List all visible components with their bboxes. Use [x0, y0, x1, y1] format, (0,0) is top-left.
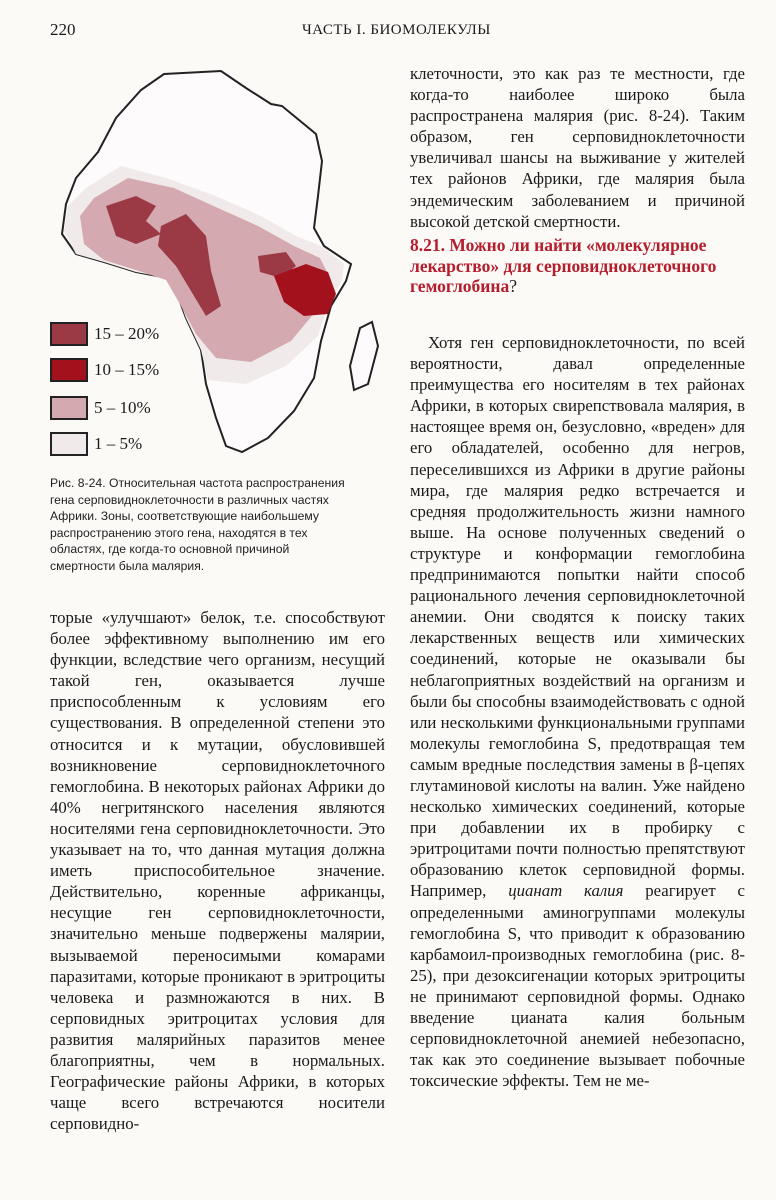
left-paragraph: торые «улучшают» белок, т.е. способствуют более эффективному выполнению им его функции, вследствие чего организм, несущий такой ген, оказывается лучше приспособленным к условиям его существования. В определенной степени это относится и к мутации, обусловившей возникновение серповидноклеточного гемоглобина. В некоторых районах Африки до 40% негритянского населения являются носителями гена серповидноклеточности. Это указывает на то, что данная мутация должна иметь приспособительное значение. Действительно, коренные африканцы, несущие ген серповидноклеточности, значительно меньше подвержены малярии, вызываемой переносимыми комарами паразитами, которые проникают в эритроциты человека и размножаются в них. В серповидных эритроцитах условия для развития малярийных паразитов менее благоприятны, чем в нормальных. Географические районы Африки, в которых чаще всего встречаются носители серповидно- — [50, 608, 385, 1134]
legend-label: 10 – 15% — [94, 360, 160, 379]
body-text-part1: Хотя ген серповидноклеточности, по всей вероятности, давал определенные преимущества его носителям в тех районах Африки, в которых свирепствовала малярия, в настоящее время он, безусловно, «вреден» для его обладателей, особенно для негров, переселившихся из Африки в другие районы мира, где малярия редко встречается и средняя продолжительность жизни намного выше. На основе полученных сведений о структуре и конформации гемоглобина предпринимаются попытки найти способ рационального лечения серповидноклеточной анемии. Они сводятся к поиску таких лекарственных веществ или химических соединений, которые не оказывали бы неблагоприятных воздействий на организм и были бы способны взаимодействовать с одной или несколькими функциональными группами молекулы гемоглобина S, предотвращая тем самым вредные последствия замены в β-цепях глутаминовой кислоты на валин. Уже найдено несколько химических соединений, которые при добавлении их в пробирку с эритроцитами почти полностью препятствуют образованию клеток серповидной формы. Например, — [410, 333, 745, 901]
section-heading — [410, 235, 745, 297]
figure-caption: Рис. 8-24. Относительная частота распространения гена серповидноклеточности в различных частях Африки. Зоны, соответствующие наибольшему распространению этого гена, находятся в тех областях, где когда-то основной причиной смертности была малярия. — [50, 476, 345, 573]
right-top-paragraph: клеточности, это как раз те местности, где когда-то наиболее широко была распространена малярия (рис. 8-24). Таким образом, ген серповидноклеточности увеличивал шансы на выживание у жителей тех районов Африки, где малярия была эндемическим заболеванием и причиной высокой детской смертности. — [410, 64, 745, 231]
right-body-paragraph — [410, 332, 745, 1091]
body-text-part2: реагирует с определенными аминогруппами молекулы гемоглобина S, что приводит к образованию карбамоил-производных гемоглобина (рис. 8-25), при дезоксигенации которых эритроциты не принимают серповидной формы. Однако введение цианата калия больным серповидноклеточной анемией небезопасно, так как это соединение вызывает побочные токсические эффекты. Тем не ме- — [410, 881, 745, 1091]
body-italic-term: цианат калия — [508, 881, 624, 901]
legend-label: 15 – 20% — [94, 324, 160, 343]
legend-swatch — [50, 396, 88, 420]
madagascar — [350, 322, 378, 390]
legend-item — [50, 396, 190, 422]
right-column-top — [410, 63, 745, 232]
section-heading-question-mark: ? — [509, 276, 517, 296]
legend-item — [50, 358, 190, 384]
page-number: 220 — [50, 20, 76, 39]
left-column — [50, 607, 385, 1134]
section-heading-text: 8.21. Можно ли найти «молекулярное лекарство» для серповидноклеточного гемоглобина — [410, 235, 717, 296]
legend-label: 1 – 5% — [94, 434, 143, 453]
legend-item — [50, 322, 190, 348]
legend-swatch — [50, 358, 88, 382]
legend-label: 5 – 10% — [94, 398, 151, 417]
running-head: ЧАСТЬ I. БИОМОЛЕКУЛЫ — [302, 22, 491, 38]
legend-swatch — [50, 322, 88, 346]
legend-item — [50, 432, 190, 458]
legend-swatch — [50, 432, 88, 456]
right-column-body — [410, 332, 745, 1091]
